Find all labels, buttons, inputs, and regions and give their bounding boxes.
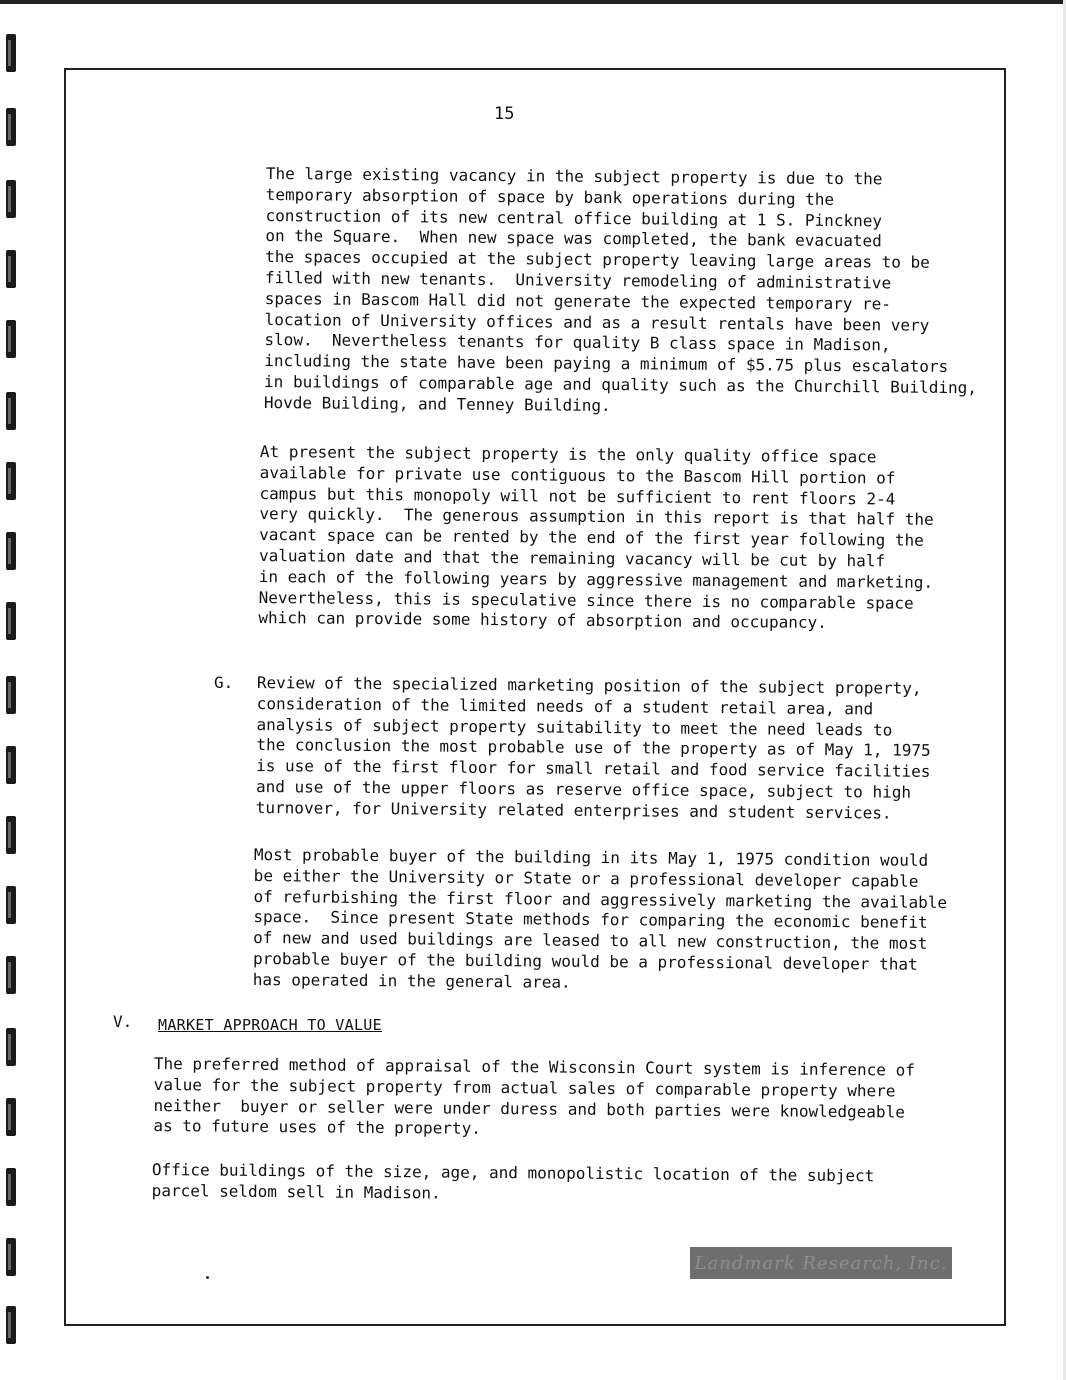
- binder-hole: [6, 320, 16, 358]
- binder-hole: [6, 1238, 16, 1276]
- present-status-paragraph: At present the subject property is the only quality office space available for private use contiguous to the Bascom Hill portion of campus but this monopoly will not be sufficient to rent floors 2-4 very quickly. The generous assumption in this report is that half the vacant space can be rented by the end of the first year following the valuation date and that the remaining vacancy will be cut by half in each of the following years by aggressive management and marketing. Nevertheless, this is speculative since there is no comparable space which can provide some history of absorption and occupancy.: [258, 442, 934, 633]
- binder-hole: [6, 392, 16, 430]
- section-heading: MARKET APPROACH TO VALUE: [158, 1016, 382, 1034]
- binder-hole: [6, 1168, 16, 1206]
- binder-hole: [6, 676, 16, 714]
- binder-hole: [6, 1306, 16, 1344]
- section-v-marker: V.: [113, 1012, 133, 1031]
- item-g-marker: G.: [214, 673, 234, 692]
- binder-hole: [6, 250, 16, 288]
- vacancy-paragraph: The large existing vacancy in the subject property is due to the temporary absorption of space by bank operations during the construction of its new central office building at 1 S. Pinckney on the Square. When new space was completed, the bank evacuated the spaces occupied at the subject property leaving large areas to be filled with new tenants. University remodeling of administrative spaces in Bascom Hall did not generate the expected temporary re- location of University offices and as a result rentals have been very slow. Nevertheless tenants for quality B class space in Madison, including the state have been paying a minimum of $5.75 plus escalators in buildings of comparable age and quality such as the Churchill Building, Hovde Building, and Tenney Building.: [263, 164, 977, 415]
- binder-hole: [6, 462, 16, 500]
- probable-buyer-paragraph: Most probable buyer of the building in its May 1, 1975 condition would be either the University or State or a professional developer capable of refurbishing the first floor and aggressively marketing the available space. Since present State methods for comparing the economic benefit of new and used buildings are leased to all new construction, the most probable buyer of the building would be a professional developer that has operated in the general area.: [252, 845, 948, 992]
- binder-hole: [6, 746, 16, 784]
- office-sales-paragraph: Office buildings of the size, age, and monopolistic location of the subject parcel seldom sell in Madison.: [151, 1160, 875, 1203]
- company-stamp: Landmark Research, Inc.: [690, 1247, 952, 1279]
- binder-hole: [6, 1098, 16, 1136]
- highest-best-use-paragraph: Review of the specialized marketing position of the subject property, consideration of the limited needs of a student retail area, and analysis of subject property suitability to meet the need leads to the conclusion the most probable use of the property as of May 1, 1975 is use of the first floor for small retail and food service facilities and use of the upper floors as reserve office space, subject to high turnover, for University related enterprises and student services.: [255, 673, 931, 823]
- binder-hole: [6, 816, 16, 854]
- binder-hole: [6, 180, 16, 218]
- binder-hole: [6, 34, 16, 72]
- binder-hole: [6, 602, 16, 640]
- binder-hole: [6, 956, 16, 994]
- scan-speck: [206, 1276, 209, 1279]
- page-top-edge: [0, 0, 1066, 4]
- page-number: 15: [494, 104, 515, 124]
- binder-hole: [6, 1028, 16, 1066]
- binder-hole: [6, 108, 16, 146]
- binder-hole: [6, 886, 16, 924]
- binder-hole: [6, 532, 16, 570]
- appraisal-method-paragraph: The preferred method of appraisal of the Wisconsin Court system is inference of value for the subject property from actual sales of comparable property where neither buyer or seller were under duress and both parties were knowledgeable as to future uses of the property.: [153, 1054, 915, 1139]
